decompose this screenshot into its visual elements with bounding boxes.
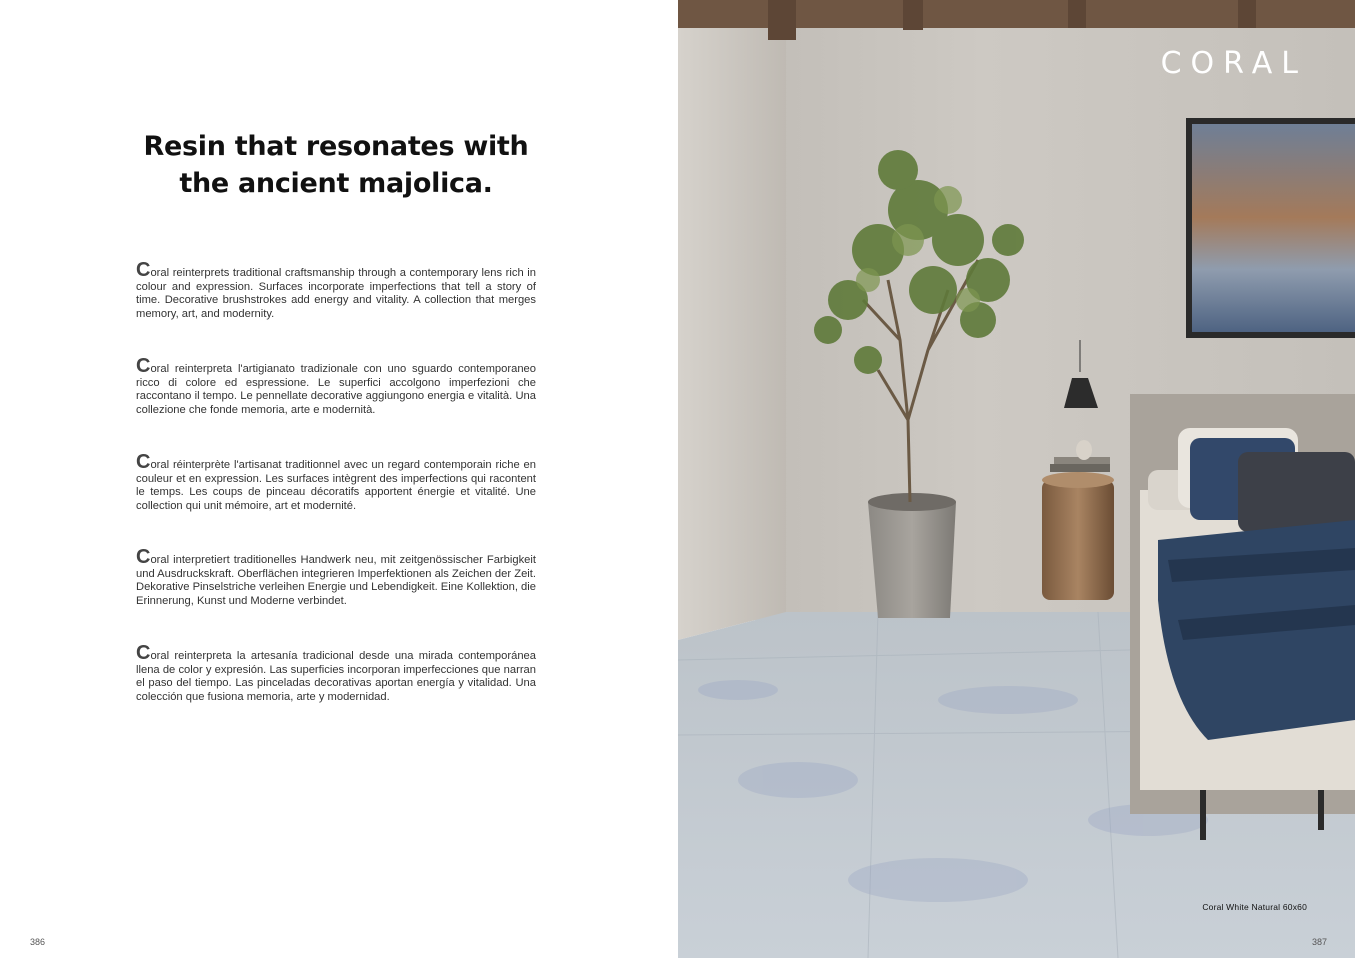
right-page <box>678 0 1355 958</box>
paragraph-text: oral interpretiert traditionelles Handwerk neu, mit zeitgenössischer Farbigkeit und Ausdruckskraft. Oberflächen integrieren Imperfektionen als Zeichen der Zeit. Dekorative Pinselstriche verleihen Energie und Lebendigkeit. Eine Kollektion, die Erinnerung, Kunst und Moderne verbindet. <box>136 554 536 608</box>
drop-cap: C <box>136 451 151 473</box>
brand-logo: CORAL <box>1160 46 1307 81</box>
paragraph-italian <box>136 355 536 418</box>
photo-caption: Coral White Natural 60x60 <box>1202 902 1307 912</box>
paragraph-text: oral réinterprète l'artisanat traditionnel avec un regard contemporain riche en couleur et en expression. Les surfaces intègrent des imperfections qui racontent le temps. Les coups de pinceau décoratifs apportent énergie et vitalité. Une collection qui unit mémoire, art et modernité. <box>136 459 536 513</box>
drop-cap: C <box>136 546 151 568</box>
headline-line-1: Resin that resonates with <box>143 131 529 162</box>
drop-cap: C <box>136 355 151 377</box>
page-title <box>120 128 552 202</box>
paragraph-english <box>136 259 536 322</box>
page-number-left: 386 <box>30 937 46 947</box>
page-number-right: 387 <box>1311 937 1327 947</box>
drop-cap: C <box>136 259 151 281</box>
paragraph-german <box>136 546 536 609</box>
paragraph-text: oral reinterpreta l'artigianato tradizionale con uno sguardo contemporaneo ricco di colore ed espressione. Le superfici accolgono imperfezioni che raccontano il tempo. Le pennellate decorative aggiungono energia e vitalità. Una collezione che fonde memoria, arte e modernità. <box>136 363 536 417</box>
paragraph-spanish <box>136 642 536 705</box>
bedroom-photo <box>678 0 1355 958</box>
headline-line-2: the ancient majolica. <box>179 168 493 199</box>
paragraph-text: oral reinterpreta la artesanía tradicional desde una mirada contemporánea llena de color y expresión. Las superficies incorporan imperfecciones que narran el paso del tiempo. Las pinceladas decorativas aportan energía y vitalidad. Una colección que fusiona memoria, arte y modernidad. <box>136 650 536 704</box>
paragraph-french <box>136 451 536 514</box>
drop-cap: C <box>136 642 151 664</box>
paragraph-text: oral reinterprets traditional craftsmanship through a contemporary lens rich in colour and expression. Surfaces incorporate imperfections that tell a story of time. Decorative brushstrokes add energy and vitality. A collection that merges memory, art, and modernity. <box>136 267 536 321</box>
